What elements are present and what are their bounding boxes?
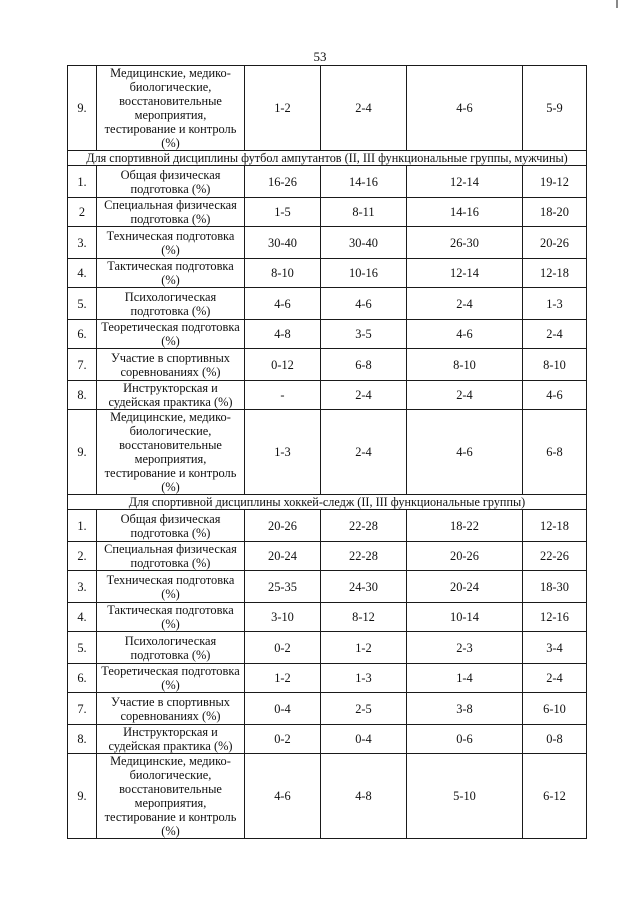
value-cell: 12-14 — [407, 166, 523, 198]
value-cell: 22-28 — [321, 542, 407, 571]
table-row — [68, 510, 587, 542]
row-number: 2. — [68, 542, 97, 571]
value-cell: 12-14 — [407, 259, 523, 288]
value-cell: 8-12 — [321, 603, 407, 632]
value-cell: 6-12 — [523, 754, 587, 839]
value-cell: 8-10 — [407, 349, 523, 381]
row-number: 8. — [68, 725, 97, 754]
table-row — [68, 754, 587, 839]
training-type: Общая физическая подготовка (%) — [97, 510, 245, 542]
training-type: Специальная физическая подготовка (%) — [97, 542, 245, 571]
value-cell: 2-4 — [321, 381, 407, 410]
value-cell: 5-10 — [407, 754, 523, 839]
value-cell: 4-8 — [321, 754, 407, 839]
value-cell: 10-16 — [321, 259, 407, 288]
table-row — [68, 603, 587, 632]
value-cell: 3-4 — [523, 632, 587, 664]
value-cell: 19-12 — [523, 166, 587, 198]
training-type: Тактическая подготовка (%) — [97, 259, 245, 288]
table-row — [68, 632, 587, 664]
value-cell: 2-4 — [407, 381, 523, 410]
row-number: 9. — [68, 754, 97, 839]
value-cell: 8-11 — [321, 198, 407, 227]
table-row — [68, 288, 587, 320]
row-number: 5. — [68, 632, 97, 664]
value-cell: 4-6 — [321, 288, 407, 320]
row-number: 7. — [68, 693, 97, 725]
value-cell: 0-6 — [407, 725, 523, 754]
section-header-row — [68, 495, 587, 510]
section-title: Для спортивной дисциплины футбол ампутантов (II, III функциональные группы, мужчины) — [68, 151, 587, 166]
row-number: 9. — [68, 66, 97, 151]
row-number: 4. — [68, 259, 97, 288]
value-cell: 18-20 — [523, 198, 587, 227]
value-cell: 14-16 — [321, 166, 407, 198]
table-row — [68, 227, 587, 259]
training-type: Техническая подготовка (%) — [97, 227, 245, 259]
value-cell: 2-3 — [407, 632, 523, 664]
value-cell: - — [245, 381, 321, 410]
table-row — [68, 693, 587, 725]
training-type: Теоретическая подготовка (%) — [97, 664, 245, 693]
value-cell: 1-2 — [321, 632, 407, 664]
value-cell: 0-8 — [523, 725, 587, 754]
row-number: 6. — [68, 664, 97, 693]
value-cell: 2-5 — [321, 693, 407, 725]
value-cell: 4-6 — [245, 754, 321, 839]
table-row — [68, 542, 587, 571]
row-number: 5. — [68, 288, 97, 320]
training-type: Медицинские, медико-биологические, восстановительные мероприятия, тестирование и контроль (%) — [97, 410, 245, 495]
value-cell: 14-16 — [407, 198, 523, 227]
row-number: 8. — [68, 381, 97, 410]
row-number: 2 — [68, 198, 97, 227]
row-number: 3. — [68, 227, 97, 259]
table-row — [68, 320, 587, 349]
value-cell: 6-8 — [321, 349, 407, 381]
table-row — [68, 198, 587, 227]
table-row — [68, 166, 587, 198]
value-cell: 2-4 — [407, 288, 523, 320]
value-cell: 16-26 — [245, 166, 321, 198]
value-cell: 30-40 — [245, 227, 321, 259]
value-cell: 1-3 — [321, 664, 407, 693]
value-cell: 4-6 — [523, 381, 587, 410]
table-body — [68, 66, 587, 839]
value-cell: 3-8 — [407, 693, 523, 725]
training-type: Психологическая подготовка (%) — [97, 632, 245, 664]
value-cell: 1-4 — [407, 664, 523, 693]
value-cell: 3-5 — [321, 320, 407, 349]
value-cell: 22-26 — [523, 542, 587, 571]
table-row — [68, 725, 587, 754]
value-cell: 0-12 — [245, 349, 321, 381]
section-header-row — [68, 151, 587, 166]
value-cell: 22-28 — [321, 510, 407, 542]
table-row — [68, 349, 587, 381]
value-cell: 0-4 — [245, 693, 321, 725]
value-cell: 10-14 — [407, 603, 523, 632]
value-cell: 3-10 — [245, 603, 321, 632]
training-type: Психологическая подготовка (%) — [97, 288, 245, 320]
training-structure-table — [67, 65, 587, 839]
value-cell: 20-24 — [407, 571, 523, 603]
row-number: 1. — [68, 510, 97, 542]
training-type: Инструкторская и судейская практика (%) — [97, 725, 245, 754]
value-cell: 18-30 — [523, 571, 587, 603]
training-type: Специальная физическая подготовка (%) — [97, 198, 245, 227]
table-row — [68, 571, 587, 603]
value-cell: 30-40 — [321, 227, 407, 259]
table-row — [68, 381, 587, 410]
value-cell: 1-3 — [523, 288, 587, 320]
value-cell: 0-2 — [245, 632, 321, 664]
row-number: 1. — [68, 166, 97, 198]
training-type: Участие в спортивных соревнованиях (%) — [97, 693, 245, 725]
training-type: Теоретическая подготовка (%) — [97, 320, 245, 349]
row-number: 9. — [68, 410, 97, 495]
value-cell: 2-4 — [321, 410, 407, 495]
value-cell: 20-26 — [523, 227, 587, 259]
value-cell: 26-30 — [407, 227, 523, 259]
training-type: Медицинские, медико-биологические, восстановительные мероприятия, тестирование и контроль (%) — [97, 754, 245, 839]
value-cell: 20-26 — [407, 542, 523, 571]
value-cell: 12-16 — [523, 603, 587, 632]
table-row — [68, 66, 587, 151]
scan-mark — [616, 0, 618, 8]
value-cell: 18-22 — [407, 510, 523, 542]
value-cell: 0-4 — [321, 725, 407, 754]
table-row — [68, 410, 587, 495]
value-cell: 2-4 — [523, 664, 587, 693]
value-cell: 4-6 — [407, 320, 523, 349]
value-cell: 20-24 — [245, 542, 321, 571]
row-number: 7. — [68, 349, 97, 381]
value-cell: 4-8 — [245, 320, 321, 349]
value-cell: 4-6 — [407, 66, 523, 151]
value-cell: 12-18 — [523, 510, 587, 542]
training-type: Техническая подготовка (%) — [97, 571, 245, 603]
row-number: 6. — [68, 320, 97, 349]
value-cell: 2-4 — [321, 66, 407, 151]
value-cell: 2-4 — [523, 320, 587, 349]
section-title: Для спортивной дисциплины хоккей-следж (II, III функциональные группы) — [68, 495, 587, 510]
row-number: 4. — [68, 603, 97, 632]
training-type: Медицинские, медико-биологические, восстановительные мероприятия, тестирование и контроль (%) — [97, 66, 245, 151]
value-cell: 1-2 — [245, 664, 321, 693]
value-cell: 0-2 — [245, 725, 321, 754]
value-cell: 6-8 — [523, 410, 587, 495]
value-cell: 1-5 — [245, 198, 321, 227]
value-cell: 4-6 — [407, 410, 523, 495]
value-cell: 8-10 — [523, 349, 587, 381]
training-type: Инструкторская и судейская практика (%) — [97, 381, 245, 410]
value-cell: 1-3 — [245, 410, 321, 495]
row-number: 3. — [68, 571, 97, 603]
value-cell: 24-30 — [321, 571, 407, 603]
training-type: Участие в спортивных соревнованиях (%) — [97, 349, 245, 381]
value-cell: 5-9 — [523, 66, 587, 151]
value-cell: 20-26 — [245, 510, 321, 542]
value-cell: 4-6 — [245, 288, 321, 320]
value-cell: 12-18 — [523, 259, 587, 288]
value-cell: 8-10 — [245, 259, 321, 288]
value-cell: 6-10 — [523, 693, 587, 725]
table-row — [68, 259, 587, 288]
page-number: 53 — [313, 49, 327, 64]
value-cell: 25-35 — [245, 571, 321, 603]
table-row — [68, 664, 587, 693]
value-cell: 1-2 — [245, 66, 321, 151]
training-type: Общая физическая подготовка (%) — [97, 166, 245, 198]
training-type: Тактическая подготовка (%) — [97, 603, 245, 632]
